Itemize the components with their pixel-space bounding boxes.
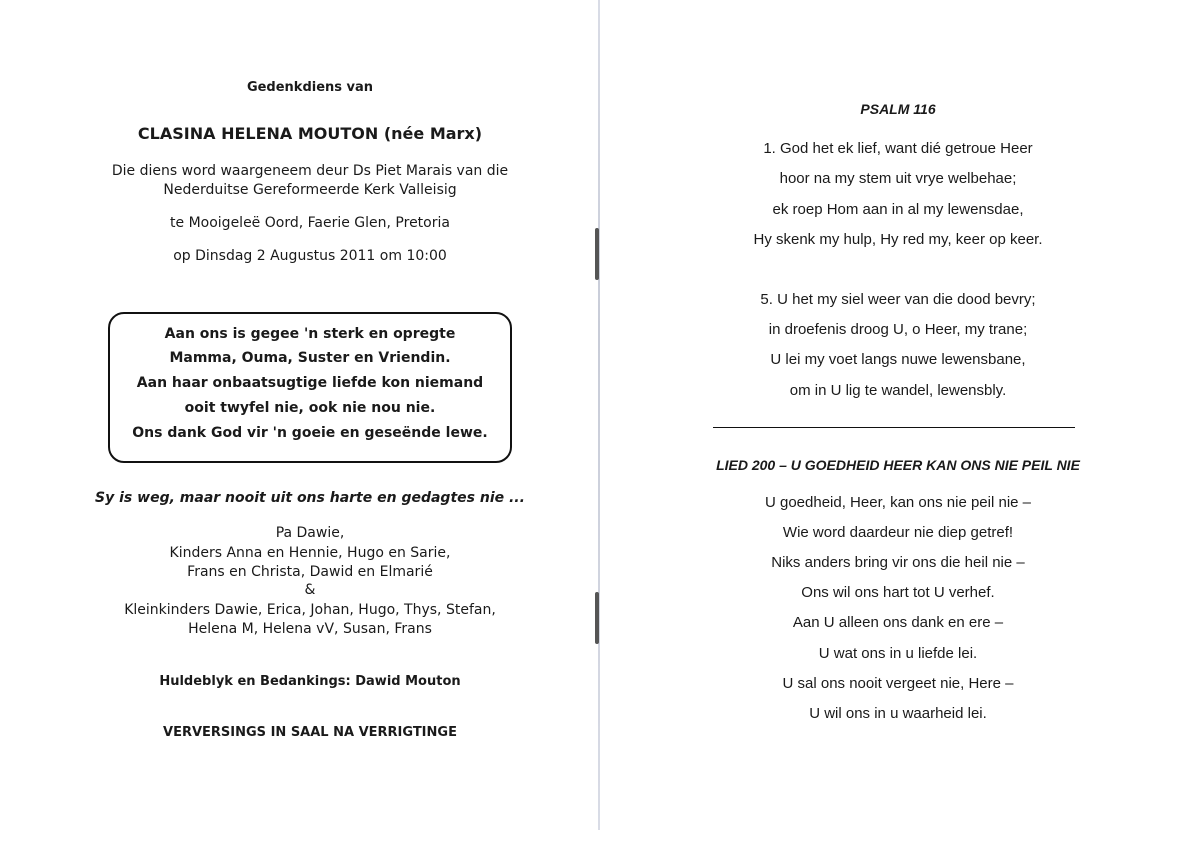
hymn-line: U goedheid, Heer, kan ons nie peil nie – [764, 494, 1031, 511]
family-line: Frans en Christa, Dawid en Elmarié [187, 564, 433, 580]
section-divider [713, 427, 1075, 428]
psalm-line: om in U lig te wandel, lewensbly. [789, 382, 1007, 399]
memorial-heading: Gedenkdiens van [246, 80, 374, 95]
right-page [600, 0, 1200, 848]
psalm-line: in droefenis droog U, o Heer, my trane; [768, 321, 1028, 338]
service-date: op Dinsdag 2 Augustus 2011 om 10:00 [173, 248, 447, 264]
hymn-line: Wie word daardeur nie diep getref! [782, 524, 1014, 541]
family-line: Pa Dawie, [275, 525, 345, 541]
tribute-line: ooit twyfel nie, ook nie nou nie. [184, 400, 436, 416]
motto: Sy is weg, maar nooit uit ons harte en gedagtes nie ... [95, 490, 525, 506]
family-line: Kinders Anna en Hennie, Hugo en Sarie, [169, 545, 451, 561]
hymn-line: U wat ons in u liefde lei. [818, 645, 978, 662]
tribute-line: Ons dank God vir 'n goeie en geseënde lewe. [132, 425, 488, 441]
family-ampersand: & [304, 582, 316, 598]
family-line: Kleinkinders Dawie, Erica, Johan, Hugo, Thys, Stefan, [124, 602, 496, 618]
psalm-line: U lei my voet langs nuwe lewensbane, [770, 351, 1026, 368]
service-line: Nederduitse Gereformeerde Kerk Valleisig [163, 182, 457, 198]
tribute-credit: Huldeblyk en Bedankings: Dawid Mouton [159, 674, 461, 689]
family-line: Helena M, Helena vV, Susan, Frans [188, 621, 432, 637]
deceased-name: CLASINA HELENA MOUTON (née Marx) [137, 124, 483, 143]
tribute-line: Aan ons is gegee 'n sterk en opregte [164, 326, 456, 342]
psalm-line: 1. God het ek lief, want dié getroue Heer [763, 140, 1033, 157]
hymn-line: Ons wil ons hart tot U verhef. [801, 584, 995, 601]
service-venue: te Mooigeleë Oord, Faerie Glen, Pretoria [170, 215, 450, 231]
hymn-title: LIED 200 – U GOEDHEID HEER KAN ONS NIE PEIL NIE [716, 457, 1080, 473]
psalm-title: PSALM 116 [860, 101, 936, 117]
service-line: Die diens word waargeneem deur Ds Piet Marais van die [111, 163, 509, 179]
hymn-line: U wil ons in u waarheid lei. [809, 705, 987, 722]
tribute-box [108, 312, 512, 463]
psalm-line: Hy skenk my hulp, Hy red my, keer op keer. [753, 231, 1043, 248]
psalm-line: hoor na my stem uit vrye welbehae; [779, 170, 1017, 187]
tribute-line: Aan haar onbaatsugtige liefde kon niemand [136, 375, 484, 391]
tribute-line: Mamma, Ouma, Suster en Vriendin. [169, 350, 451, 366]
refreshments-note: VERVERSINGS IN SAAL NA VERRIGTINGE [163, 725, 457, 740]
psalm-line: 5. U het my siel weer van die dood bevry; [760, 291, 1036, 308]
hymn-line: Niks anders bring vir ons die heil nie – [771, 554, 1025, 571]
psalm-line: ek roep Hom aan in al my lewensdae, [772, 201, 1024, 218]
hymn-line: U sal ons nooit vergeet nie, Here – [782, 675, 1014, 692]
hymn-line: Aan U alleen ons dank en ere – [792, 614, 1004, 631]
